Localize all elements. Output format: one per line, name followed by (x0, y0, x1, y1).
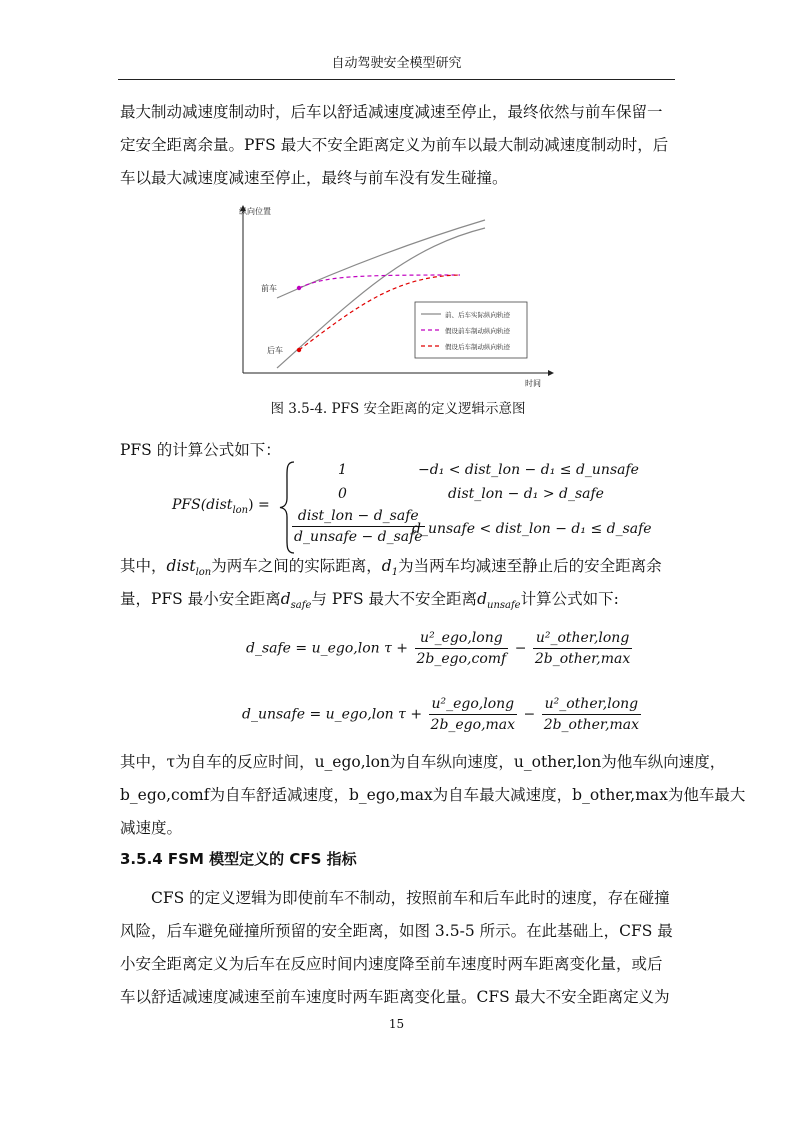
text-line: b_ego,comf为自车舒适减速度，b_ego,max为自车最大减速度，b_other,max为他车最大 (120, 786, 746, 804)
paragraph-1 (120, 96, 676, 195)
case2-condition: dist_lon − d₁ > d_safe (448, 486, 604, 502)
text-line: 量，PFS 最小安全距离$d_{safe}$与 PFS 最大不安全距离$d_{unsafe}$计算公式如下: (120, 590, 619, 611)
text-line: CFS 的定义逻辑为即使前车不制动，按照前车和后车此时的速度，存在碰撞 (120, 889, 670, 907)
text-line: 车以最大减速度减速至停止，最终与前车没有发生碰撞。 (120, 169, 508, 187)
page-number: 15 (388, 1017, 405, 1031)
case2-value: 0 (338, 486, 347, 502)
front-car-dot (297, 286, 301, 290)
text-line: PFS 的计算公式如下： (120, 441, 281, 459)
text-line: 定安全距离余量。PFS 最大不安全距离定义为前车以最大制动减速度制动时，后 (120, 136, 669, 154)
paragraph-4 (120, 746, 746, 845)
case1-condition: −d₁ < dist_lon − d₁ ≤ d_unsafe (418, 462, 639, 478)
case1-value: 1 (338, 462, 347, 478)
rear-car-dot (297, 348, 301, 352)
pfs-diagram (235, 198, 565, 393)
figure-caption: 图 3.5-4. PFS 安全距离的定义逻辑示意图 (270, 401, 526, 417)
dsafe-formula: d_safe = u_ego,lon τ + $\frac{\text{u²\_ego,long}}{\text{2b\_ego,comf}}$ − $\frac{\text{u²\_other,long}}{\text{2b\_other,max}}$ (246, 630, 631, 667)
paragraph-5 (120, 882, 676, 1014)
text-line: 其中，dist$_{lon}$为两车之间的实际距离，$d_1$为当两车均减速至静止后的安全距离余 (120, 557, 662, 578)
section-heading: 3.5.4 FSM 模型定义的 CFS 指标 (120, 850, 357, 868)
text-line: 最大制动减速度制动时，后车以舒适减速度减速至停止，最终依然与前车保留一 (120, 103, 663, 121)
text-line: 其中，τ为自车的反应时间，u_ego,lon为自车纵向速度，u_other,lon为他车纵向速度， (120, 753, 726, 771)
text-line: 小安全距离定义为后车在反应时间内速度降至前车速度时两车距离变化量，或后 (120, 955, 663, 973)
running-header: 自动驾驶安全模型研究 (331, 56, 462, 71)
pfs-formula-lhs: PFS(dist$_{lon}$) = (172, 497, 270, 516)
rear-car-label: 后车 (267, 346, 283, 355)
legend-item: 前、后车实际纵向轨迹 (445, 311, 510, 319)
legend-item: 假设前车制动纵向轨迹 (445, 327, 510, 335)
dunsafe-formula: d_unsafe = u_ego,lon τ + $\frac{\text{u²\_ego,long}}{\text{2b\_ego,max}}$ − $\frac{\text{u²\_other,long}}{\text{2b\_other,max}}$ (242, 696, 640, 733)
paragraph-3 (120, 550, 676, 616)
front-car-label: 前车 (261, 284, 277, 293)
front-actual-trajectory (277, 220, 485, 298)
y-axis-label: 纵向位置 (239, 207, 271, 216)
text-line: 减速度。 (120, 819, 183, 837)
case3-condition: d_unsafe < dist_lon − d₁ ≤ d_safe (412, 521, 652, 537)
legend-item: 假设后车制动纵向轨迹 (445, 343, 510, 351)
text-line: 风险，后车避免碰撞所预留的安全距离，如图 3.5-5 所示。在此基础上，CFS 最 (120, 922, 673, 940)
case3-fraction: $\frac{\text{dist\_lon − d\_safe}}{\text{d\_unsafe − d\_safe}}$ (294, 508, 423, 545)
text-line: 车以舒适减速度减速至前车速度时两车距离变化量。CFS 最大不安全距离定义为 (120, 988, 670, 1006)
header-rule (118, 79, 675, 80)
x-axis-label: 时间 (525, 379, 541, 388)
